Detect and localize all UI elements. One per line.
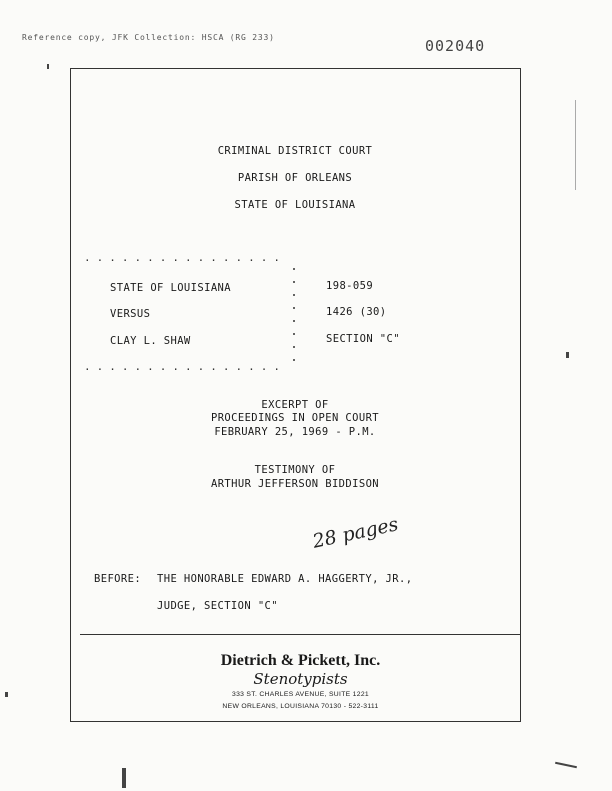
scan-speck — [555, 762, 577, 769]
case-number-secondary: 1426 (30) — [326, 306, 387, 318]
testimony-label: TESTIMONY OF — [254, 464, 336, 476]
judge-name: THE HONORABLE EDWARD A. HAGGERTY, JR., — [157, 573, 413, 585]
caption-dotted-bottom: ················ — [84, 363, 286, 376]
company-subtitle: Stenotypists — [253, 670, 348, 688]
excerpt-date: FEBRUARY 25, 1969 - P.M. — [214, 426, 376, 438]
scan-speck — [566, 352, 569, 358]
company-address-line-2: NEW ORLEANS, LOUISIANA 70130 - 522-3111 — [222, 703, 379, 710]
footer-divider — [80, 634, 521, 635]
excerpt-title: EXCERPT OF — [261, 399, 329, 411]
court-name: CRIMINAL DISTRICT COURT — [217, 145, 373, 157]
handwritten-page-count: 28 pages — [310, 513, 401, 553]
caption-party-2: CLAY L. SHAW — [110, 335, 191, 347]
before-label: BEFORE: — [94, 573, 142, 585]
case-number: 198-059 — [326, 280, 374, 292]
cover-page-frame — [70, 68, 521, 722]
witness-name: ARTHUR JEFFERSON BIDDISON — [210, 478, 380, 490]
caption-party-1: STATE OF LOUISIANA — [110, 282, 231, 294]
scan-speck — [47, 64, 49, 69]
document-number: 002040 — [425, 37, 486, 55]
caption-dotted-top: ················ — [84, 254, 286, 267]
judge-title: JUDGE, SECTION "C" — [157, 600, 278, 612]
scan-speck — [122, 768, 126, 788]
excerpt-proceedings: PROCEEDINGS IN OPEN COURT — [210, 412, 380, 424]
court-parish: PARISH OF ORLEANS — [237, 172, 353, 184]
caption-versus: VERSUS — [110, 308, 151, 320]
company-name: Dietrich & Pickett, Inc. — [220, 652, 381, 669]
scan-speck — [5, 692, 8, 697]
company-address-line-1: 333 ST. CHARLES AVENUE, SUITE 1221 — [231, 691, 369, 698]
court-state: STATE OF LOUISIANA — [234, 199, 356, 211]
caption-dotted-divider — [293, 268, 297, 372]
case-section: SECTION "C" — [326, 333, 400, 345]
reference-note: Reference copy, JFK Collection: HSCA (RG 233) — [22, 33, 275, 42]
scan-edge-mark — [575, 100, 576, 190]
